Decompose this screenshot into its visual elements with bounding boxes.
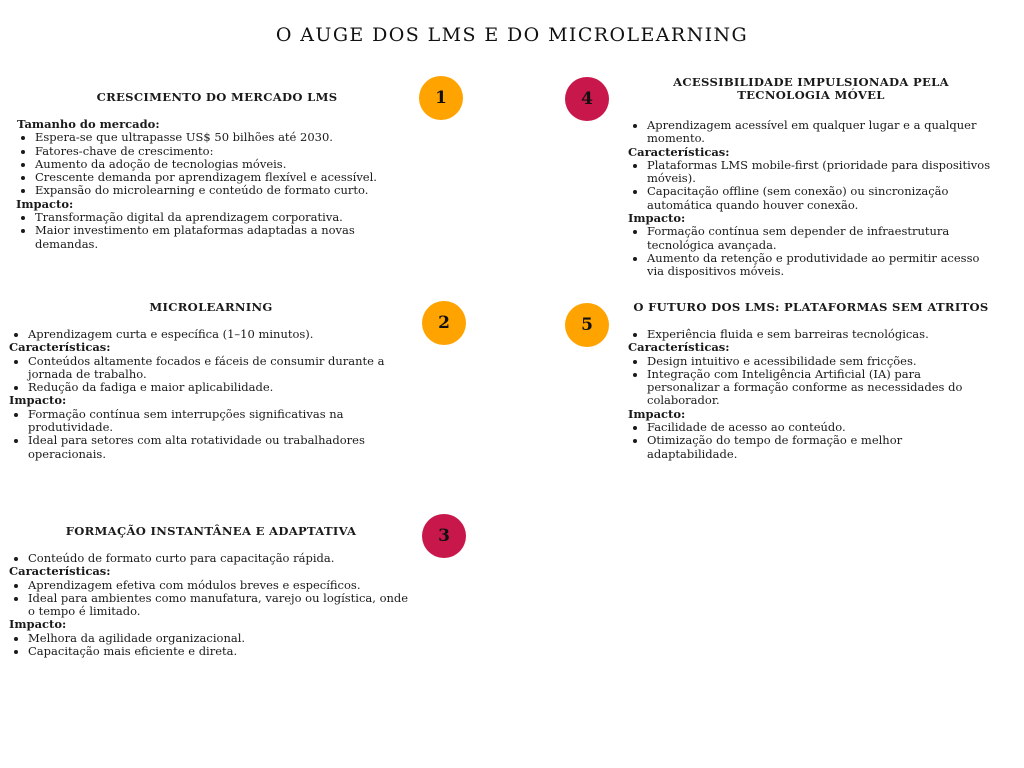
bullet-list [9,632,413,659]
list-item: • Aprendizagem efetiva com módulos breves e específicos. [28,579,413,592]
section-mobile-accessibility [628,76,994,279]
bullet-list [628,421,994,461]
bullet-list [9,328,413,341]
list-item: • Conteúdos altamente focados e fáceis de consumir durante a jornada de trabalho. [28,355,413,382]
subheading-characteristics: Características: [9,340,111,355]
bullet-list [9,408,413,461]
bullet-list [628,159,994,212]
list-item: • Capacitação offline (sem conexão) ou sincronização automática quando houver conexão. [647,185,994,212]
section-microlearning [9,301,413,461]
bullet-list [628,355,994,408]
subheading-market-size: Tamanho do mercado: [17,117,160,131]
subheading-impact: Impacto: [628,406,686,421]
section-title: O FUTURO DOS LMS: PLATAFORMAS SEM ATRITOS [633,300,989,314]
list-item: • Integração com Inteligência Artificial (IA) para personalizar a formação conforme as necessidades do colaborador. [647,368,994,408]
subheading-characteristics: Características: [628,340,730,355]
list-item: • Redução da fadiga e maior aplicabilidade. [28,381,413,394]
list-item: • Ideal para ambientes como manufatura, varejo ou logística, onde o tempo é limitado. [28,592,413,619]
list-item: • Crescente demanda por aprendizagem flexível e acessível. [35,171,418,184]
list-item: • Transformação digital da aprendizagem corporativa. [35,211,418,224]
list-item: • Fatores-chave de crescimento: [35,145,418,158]
list-item: • Conteúdo de formato curto para capacitação rápida. [28,552,413,565]
subheading-impact: Impacto: [9,617,67,632]
list-item: • Aumento da retenção e produtividade ao permitir acesso via dispositivos móveis. [647,252,994,279]
list-item: • Aprendizagem acessível em qualquer lugar e a qualquer momento. [647,119,994,146]
number-badge-1: 1 [419,76,463,120]
number-badge-3: 3 [422,514,466,558]
list-item: • Aprendizagem curta e específica (1–10 minutos). [28,328,413,341]
list-item: • Aumento da adoção de tecnologias móveis. [35,158,418,171]
list-item: • Formação contínua sem depender de infraestrutura tecnológica avançada. [647,225,994,252]
list-item: • Otimização do tempo de formação e melhor adaptabilidade. [647,434,994,461]
bullet-list [9,552,413,565]
subheading-characteristics: Características: [628,144,730,159]
bullet-list [16,211,418,251]
list-item: • Plataformas LMS mobile-first (prioridade para dispositivos móveis). [647,159,994,186]
bullet-list [628,119,994,146]
page-title: O AUGE DOS LMS E DO MICROLEARNING [275,24,749,46]
subheading-characteristics: Características: [9,564,111,579]
number-badge-4: 4 [565,77,609,121]
list-item: • Capacitação mais eficiente e direta. [28,645,413,658]
list-item: • Expansão do microlearning e conteúdo de formato curto. [35,184,418,197]
bullet-list [628,225,994,278]
section-title: ACESSIBILIDADE IMPULSIONADA PELA TECNOLOGIA MÓVEL [673,75,949,102]
bullet-list [16,131,418,197]
section-market-growth [16,91,418,251]
list-item: • Design intuitivo e acessibilidade sem fricções. [647,355,994,368]
section-title: CRESCIMENTO DO MERCADO LMS [96,90,338,104]
number-badge-5: 5 [565,303,609,347]
number-badge-2: 2 [422,301,466,345]
section-title: MICROLEARNING [149,300,273,314]
bullet-list [9,355,413,395]
section-instant-training [9,525,413,658]
list-item: • Facilidade de acesso ao conteúdo. [647,421,994,434]
subheading-impact: Impacto: [16,196,74,211]
list-item: • Espera-se que ultrapasse US$ 50 bilhões até 2030. [35,131,418,144]
list-item: • Melhora da agilidade organizacional. [28,632,413,645]
bullet-list [9,579,413,619]
subheading-impact: Impacto: [628,211,686,226]
list-item: • Ideal para setores com alta rotatividade ou trabalhadores operacionais. [28,434,413,461]
list-item: • Formação contínua sem interrupções significativas na produtividade. [28,408,413,435]
list-item: • Maior investimento em plataformas adaptadas a novas demandas. [35,224,418,251]
subheading-impact: Impacto: [9,393,67,408]
section-future-lms [628,301,994,461]
bullet-list [628,328,994,341]
section-title: FORMAÇÃO INSTANTÂNEA E ADAPTATIVA [65,524,357,538]
list-item: • Experiência fluida e sem barreiras tecnológicas. [647,328,994,341]
